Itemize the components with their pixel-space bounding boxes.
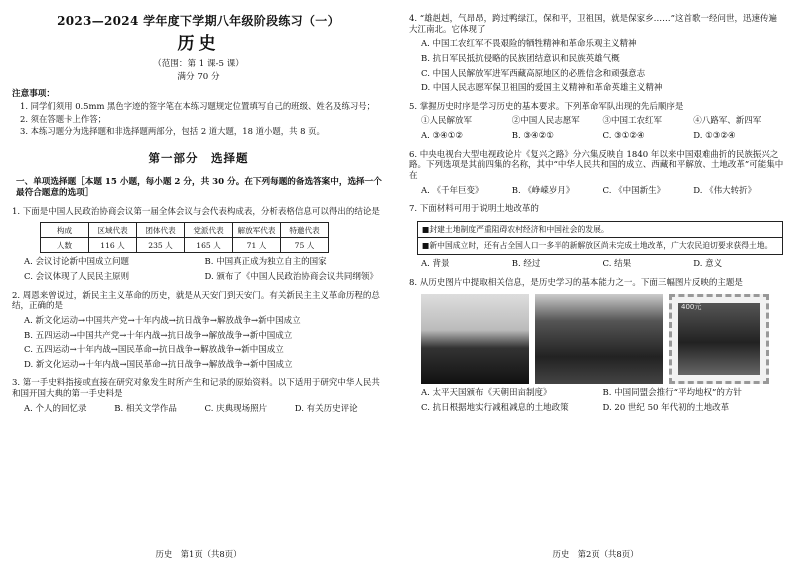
option: B. 相关文学作品 (114, 403, 177, 414)
question-6-stem: 6. 中央电视台大型电视政论片《复兴之路》分六集反映自 1840 年以来中国艰难曲折的民族振兴之路。下列选项是其前四集的名称，其中“中华人民共和国的成立、西藏和平解放、土地改革”可能集中在 (409, 149, 784, 181)
option: C. 中国人民解放军进军西藏高原地区的必胜信念和顽强意志 (421, 68, 646, 79)
option: A. 会议讨论新中国成立问题 (24, 257, 130, 268)
material-line: ■新中国成立时，还有占全国人口一多半的新解放区尚未完成土地改革，广大农民迫切要求获得土地。 (422, 241, 773, 251)
option: B. 经过 (511, 259, 541, 270)
table-cell: 71 人 (233, 238, 281, 253)
option: B. 《峥嵘岁月》 (511, 185, 575, 196)
table-cell: 特邀代表 (281, 223, 329, 238)
option: D. ①③②④ (693, 131, 736, 141)
photo-crowd-meeting (421, 294, 529, 384)
option: A. 《千年巨变》 (421, 185, 484, 196)
option: D. 新文化运动→十年内战→国民革命→抗日战争→解放战争→新中国成立 (24, 359, 293, 370)
table-cell: 75 人 (281, 238, 329, 253)
table-cell: 165 人 (185, 238, 233, 253)
table-cell: 解放军代表 (233, 223, 281, 238)
notice-item: 1. 同学们须用 0.5mm 黑色字迹的签字笔在本练习题规定位置填写自己的班级、姓名及练习号； (20, 101, 376, 112)
table-cell: 235 人 (137, 238, 185, 253)
part-title: 第一部分 选择题 (148, 150, 249, 165)
sequence-item: ④八路军、新四军 (693, 116, 762, 127)
option: C. 庆典现场照片 (204, 403, 268, 414)
question-7-options (409, 259, 784, 270)
section-heading: 一、单项选择题［本题 15 小题，每小题 2 分，共 30 分。在下列每题的备选答案中，选择一个最符合题意的选项］ (16, 177, 382, 199)
option: B. 抗日军民抵抗侵略的民族团结意识和民族英雄气概 (421, 53, 620, 64)
option: D. 意义 (693, 259, 723, 270)
table-cell: 人数 (41, 238, 89, 253)
page-footer: 历史 第1页（共8页） (155, 548, 242, 559)
question-1-stem: 1. 下面是中国人民政治协商会议第一届全体会议与会代表构成表，分析表格信息可以得出的结论是 (12, 206, 380, 217)
photo-land-deeds (535, 294, 663, 384)
stamp-image (678, 303, 760, 375)
option: A. 中国工农红军不畏艰险的牺牲精神和革命乐观主义精神 (421, 39, 637, 50)
sequence-item: ②中国人民志愿军 (511, 116, 580, 127)
option: A. 背景 (421, 259, 450, 270)
table-header-row (41, 223, 329, 238)
option: B. ③④②① (511, 131, 554, 141)
question-6-options (409, 186, 784, 197)
option: C. ③①②④ (602, 131, 645, 141)
representative-table (40, 222, 329, 253)
question-3-stem: 3. 第一手史料指接或直接在研究对象发生时所产生和记录的原始资料。以下适用于研究中华人民共和国开国大典的第一手史料是 (12, 378, 380, 400)
question-5-options (409, 131, 784, 142)
option: D. 20 世纪 50 年代初的土地改革 (602, 403, 730, 414)
question-5-stem: 5. 掌握历史时序是学习历史的基本要求。下列革命军队出现的先后顺序是 (409, 101, 684, 112)
question-4-stem: 4. “雄赳赳，气昂昂，跨过鸭绿江，保和平，卫祖国，就是保家乡……”这首歌一经问世，迅速传遍大江南北。它体现了 (409, 14, 778, 35)
sequence-item: ③中国工农红军 (602, 116, 663, 127)
table-cell: 党派代表 (185, 223, 233, 238)
option: A. 新文化运动→中国共产党→十年内战→抗日战争→解放战争→新中国成立 (24, 315, 301, 326)
historical-photos (421, 294, 784, 384)
material-box (417, 221, 783, 255)
stamp-value: 400元 (681, 303, 702, 312)
option: B. 中国真正成为独立自主的国家 (204, 257, 327, 268)
page-footer: 历史 第2页（共8页） (552, 548, 639, 559)
notice-item: 2. 须在答题卡上作答； (20, 113, 107, 124)
notice-title: 注意事项： (12, 88, 55, 99)
option: B. 五四运动→中国共产党→十年内战→抗日战争→解放战争→新中国成立 (24, 330, 293, 341)
option: C. 抗日根据地实行减租减息的土地政策 (421, 403, 569, 414)
notice-item: 3. 本练习题分为选择题和非选择题两部分，包括 2 道大题，18 道小题，共 8 页。 (20, 126, 325, 137)
page-2 (397, 0, 794, 565)
option: A. 太平天国颁布《天朝田亩制度》 (421, 388, 552, 399)
question-5-items (409, 116, 784, 127)
subject-title: 历史 (177, 34, 220, 54)
option: C. 会议体现了人民民主原则 (24, 272, 130, 283)
table-cell: 构成 (41, 223, 89, 238)
option: D. 有关历史评论 (294, 403, 358, 414)
option: D. 颁布了《中国人民政治协商会议共同纲领》 (204, 272, 378, 283)
option: B. 中国同盟会推行“平均地权”的方针 (602, 388, 742, 399)
option: C. 《中国新生》 (602, 185, 666, 196)
table-cell: 116 人 (89, 238, 137, 253)
option: A. 个人的回忆录 (24, 403, 87, 414)
option: C. 结果 (602, 259, 632, 270)
option: D. 《伟大转折》 (693, 185, 757, 196)
material-line: ■封建土地制度严重阻碍农村经济和中国社会的发展。 (418, 222, 782, 239)
exam-scope: （范围：第 1 课-5 课） (153, 59, 244, 70)
question-8-options (409, 388, 784, 413)
table-cell: 团体代表 (137, 223, 185, 238)
option: D. 中国人民志愿军保卫祖国的爱国主义精神和革命英雄主义精神 (421, 83, 663, 94)
table-cell: 区域代表 (89, 223, 137, 238)
option: C. 五四运动→十年内战→国民革命→抗日战争→解放战争→新中国成立 (24, 345, 284, 356)
photo-postage-stamp (669, 294, 769, 384)
sequence-item: ①人民解放军 (421, 116, 473, 127)
question-2-stem: 2. 周恩来曾说过，新民主主义革命的历史，就是从天安门到天安门。有关新民主主义革命历程的总结，正确的是 (12, 290, 380, 312)
total-score: 满分 70 分 (177, 71, 220, 82)
question-7-stem: 7. 下面材料可用于说明土地改革的 (409, 204, 539, 215)
question-3-options (12, 404, 385, 415)
option: A. ③④①② (421, 131, 464, 141)
table-row (41, 238, 329, 253)
question-8-stem: 8. 从历史图片中提取相关信息，是历史学习的基本能力之一。下面三幅图片反映的主题是 (409, 277, 743, 288)
question-1-options (12, 257, 385, 282)
exam-title: 2023—2024 学年度下学期八年级阶段练习（一） (57, 14, 340, 28)
